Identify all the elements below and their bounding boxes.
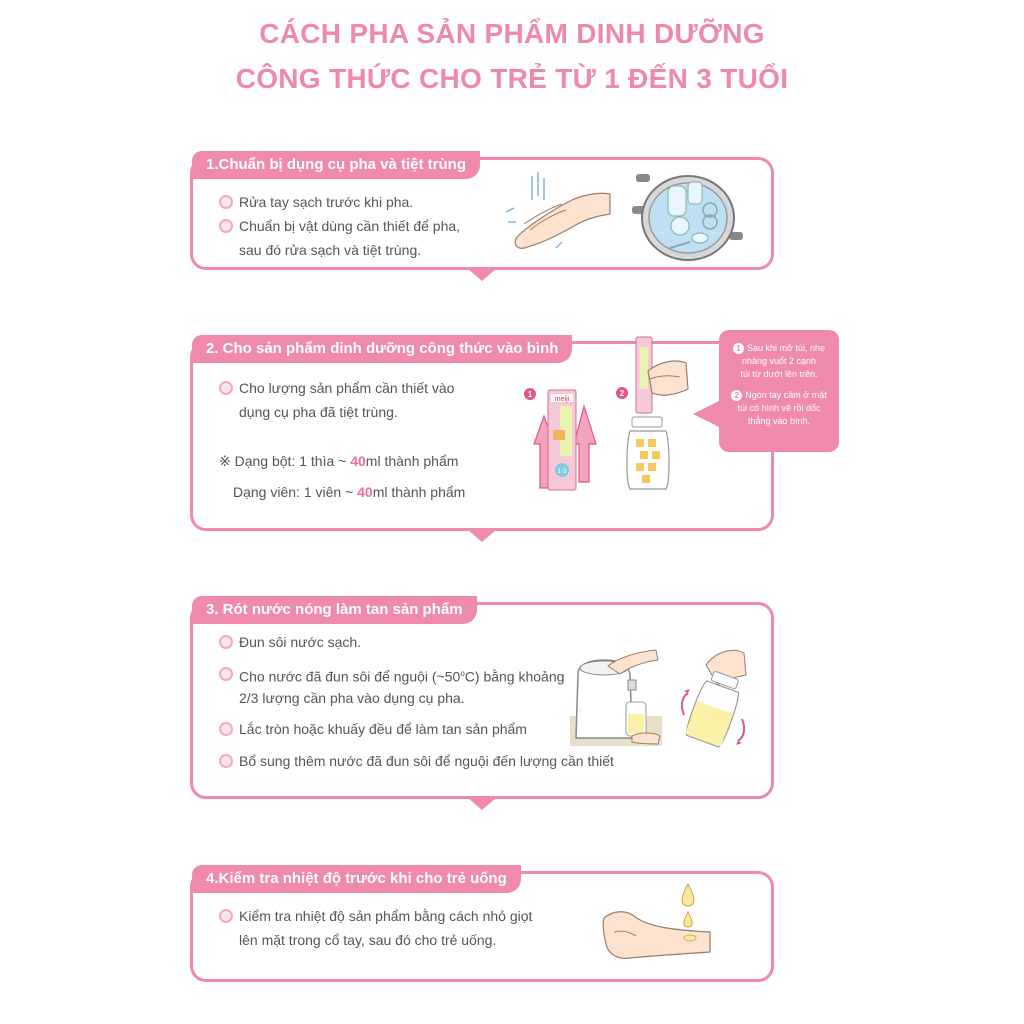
step-1-item-2-cont: sau đó rửa sạch và tiệt trùng. [239,242,422,258]
bullet-icon [219,219,233,233]
step-3-item-2: Cho nước đã đun sôi để nguội (~50$^o$C) bằng khoảng [219,662,564,689]
step-2-note-powder: ※ Dạng bột: 1 thìa ~ 40ml thành phẩm [219,453,459,469]
step-2-item-1-cont: dụng cụ pha đã tiệt trùng. [239,404,398,420]
step-2-item-1: Cho lượng sản phẩm cần thiết vào [219,376,454,400]
callout-tail [693,400,721,428]
step-2-pointer [468,530,496,542]
step-3-item-4: Bổ sung thêm nước đã đun sôi để nguội đến lượng cần thiết [219,749,614,773]
callout-number-2: 2 [731,390,742,401]
wash-hands-illustration [500,170,620,255]
instruction-callout: 1 Sau khi mở túi, nhẹ nhàng vuốt 2 cạnh túi từ dưới lên trên. 2 Ngón tay cầm ở mặt túi có hình vẽ rồi dốc thẳng vào bình. [719,330,839,452]
bullet-icon [219,754,233,768]
figure-label-2: 2 [619,389,625,398]
stick-brand-label: meiji [554,396,570,403]
step-4-item-1: Kiểm tra nhiệt độ sản phẩm bằng cách nhỏ giọt [219,904,532,928]
step-2-heading: 2. Cho sản phẩm dinh dưỡng công thức vào bình [192,335,572,363]
shake-bottle-illustration [676,645,751,750]
bullet-icon [219,909,233,923]
step-3-item-1: Đun sôi nước sạch. [219,630,361,654]
callout-number-1: 1 [733,343,744,354]
step-1-item-2: Chuẩn bị vật dùng cần thiết để pha, [219,214,460,238]
page-title-line-1: CÁCH PHA SẢN PHẨM DINH DƯỠNG [259,18,765,49]
step-4-item-1-cont: lên mặt trong cổ tay, sau đó cho trẻ uống. [239,932,497,948]
page-title-line-2: CÔNG THỨC CHO TRẺ TỪ 1 ĐẾN 3 TUỔI [235,63,789,94]
stick-age-badge: 1-3 [557,469,567,475]
step-1-heading: 1.Chuẩn bị dụng cụ pha và tiệt trùng [192,151,480,179]
figure-label-1: 1 [527,390,533,399]
bullet-icon [219,381,233,395]
step-1-pointer [468,269,496,281]
step-2-note-tablet: Dạng viên: 1 viên ~ 40ml thành phẩm [233,484,466,500]
step-3-pointer [468,798,496,810]
step-4-heading: 4.Kiểm tra nhiệt độ trước khi cho trẻ uống [192,865,521,893]
bullet-icon [219,722,233,736]
step-3-heading: 3. Rót nước nóng làm tan sản phẩm [192,596,477,624]
step-1-item-1: Rửa tay sạch trước khi pha. [219,190,413,214]
step-3-item-3: Lắc tròn hoặc khuấy đều để làm tan sản phẩm [219,717,527,741]
pour-into-bottle-illustration [610,333,695,498]
bullet-icon [219,195,233,209]
wrist-drop-test-illustration [600,880,715,970]
hot-water-dispenser-illustration [570,640,665,750]
bullet-icon [219,667,233,681]
sterilizing-pot-illustration [630,166,745,266]
stick-pack-illustration [518,382,608,494]
bullet-icon [219,635,233,649]
step-3-item-2-cont: 2/3 lượng cần pha vào dụng cụ pha. [239,690,465,706]
